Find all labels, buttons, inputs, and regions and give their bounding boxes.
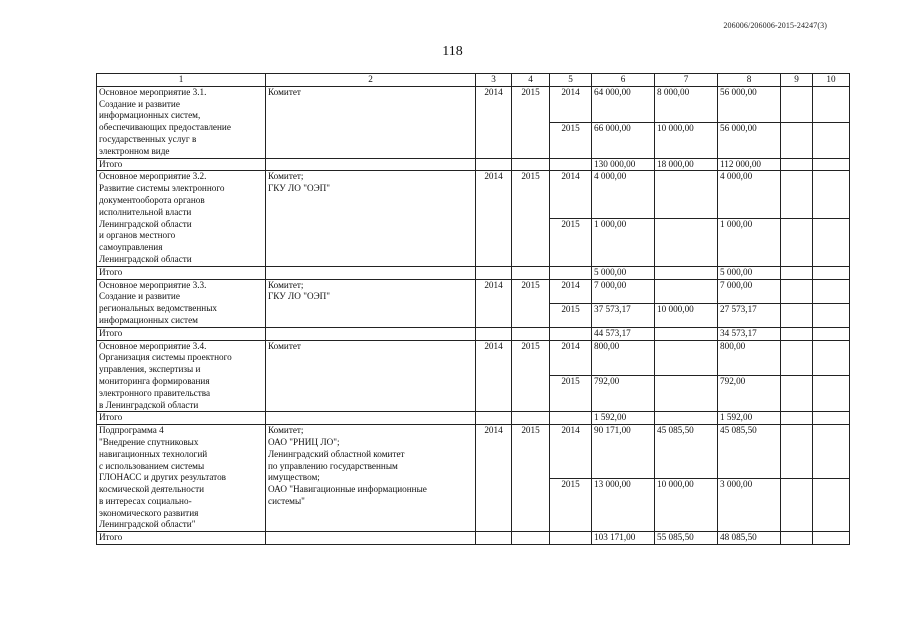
col-header: 3 [476,74,512,87]
total-cell: 66 000,00 [592,122,655,158]
executor-line: Комитет; [268,171,304,182]
col9-cell [781,122,813,158]
total-cell: 13 000,00 [592,478,655,532]
activity-name-cell [97,171,266,266]
col-header: 5 [550,74,592,87]
total-label: Итого [97,158,266,171]
col10-cell [813,171,850,219]
total-row [97,532,850,545]
activity-name-line: Создание и развитие [99,98,180,109]
regional-cell: 1 000,00 [718,219,781,267]
federal-cell: 45 085,50 [655,425,718,479]
executor-line: ОАО "РНИЦ ЛО"; [268,436,340,447]
col9-cell [781,327,813,340]
total-sum-cell: 130 000,00 [592,158,655,171]
total-federal-cell [655,266,718,279]
year-cell: 2015 [550,478,592,532]
end-year-cell: 2015 [512,425,550,532]
executor-line: Ленинградский областной комитет [268,448,405,459]
total-sum-cell: 103 171,00 [592,532,655,545]
activity-name-line: навигационных технологий [99,448,208,459]
col-header: 1 [97,74,266,87]
total-federal-cell: 18 000,00 [655,158,718,171]
start-year-cell: 2014 [476,425,512,532]
budget-table [96,73,850,545]
activity-name-line: Ленинградской области" [99,519,196,530]
executor-line: ГКУ ЛО "ОЭП" [268,291,331,302]
total-row [97,327,850,340]
empty-cell [550,327,592,340]
col9-cell [781,303,813,327]
activity-name-line: обеспечивающих предоставление [99,122,231,133]
col10-cell [813,122,850,158]
start-year-cell: 2014 [476,171,512,266]
activity-name-line: документооборота органов [99,194,205,205]
year-cell: 2014 [550,171,592,219]
table-row [97,279,850,303]
executor-cell [266,86,476,158]
activity-name-cell [97,425,266,532]
executor-cell [266,171,476,266]
col10-cell [813,532,850,545]
total-label: Итого [97,266,266,279]
activity-name-line: Создание и развитие [99,291,180,302]
col-header: 7 [655,74,718,87]
col9-cell [781,279,813,303]
col10-cell [813,266,850,279]
col9-cell [781,340,813,376]
executor-line: ОАО "Навигационные информационные [268,484,427,495]
total-regional-cell: 5 000,00 [718,266,781,279]
empty-cell [266,412,476,425]
col10-cell [813,340,850,376]
federal-cell: 10 000,00 [655,303,718,327]
empty-cell [512,412,550,425]
activity-name-line: исполнительной власти [99,206,192,217]
table-row [97,425,850,479]
regional-cell: 800,00 [718,340,781,376]
activity-name-line: Подпрограмма 4 [99,425,164,436]
empty-cell [550,266,592,279]
activity-name-cell [97,279,266,327]
federal-cell [655,171,718,219]
empty-cell [512,327,550,340]
activity-name-line: ГЛОНАСС и других результатов [99,472,227,483]
executor-line: Комитет; [268,425,304,436]
total-sum-cell: 5 000,00 [592,266,655,279]
table-row [97,340,850,376]
activity-name-line: электронного правительства [99,387,211,398]
total-cell: 1 000,00 [592,219,655,267]
start-year-cell: 2014 [476,86,512,158]
total-cell: 64 000,00 [592,86,655,122]
activity-name-line: Ленинградской области [99,218,192,229]
executor-line: по управлению государственным [268,460,398,471]
activity-name-line: мониторинга формирования [99,375,210,386]
executor-line: Комитет [268,86,301,97]
year-cell: 2015 [550,122,592,158]
col10-cell [813,376,850,412]
executor-cell [266,340,476,412]
executor-cell [266,425,476,532]
year-cell: 2015 [550,376,592,412]
activity-name-line: управления, экспертизы и [99,364,201,375]
total-regional-cell: 1 592,00 [718,412,781,425]
empty-cell [476,158,512,171]
activity-name-line: в Ленинградской области [99,399,199,410]
col10-cell [813,303,850,327]
col9-cell [781,158,813,171]
end-year-cell: 2015 [512,86,550,158]
activity-name-cell [97,86,266,158]
total-regional-cell: 112 000,00 [718,158,781,171]
activity-name-line: государственных услуг в [99,133,197,144]
col-header: 9 [781,74,813,87]
regional-cell: 27 573,17 [718,303,781,327]
federal-cell [655,340,718,376]
col-header: 4 [512,74,550,87]
empty-cell [266,266,476,279]
empty-cell [266,158,476,171]
activity-name-line: электронном виде [99,145,170,156]
total-federal-cell: 55 085,50 [655,532,718,545]
col9-cell [781,219,813,267]
total-cell: 37 573,17 [592,303,655,327]
federal-cell [655,279,718,303]
empty-cell [512,266,550,279]
total-federal-cell [655,327,718,340]
executor-line: ГКУ ЛО "ОЭП" [268,183,331,194]
year-cell: 2015 [550,303,592,327]
col9-cell [781,171,813,219]
activity-name-line: космической деятельности [99,484,205,495]
end-year-cell: 2015 [512,171,550,266]
activity-name-line: Основное мероприятие 3.1. [99,86,207,97]
executor-line: Комитет [268,340,301,351]
end-year-cell: 2015 [512,340,550,412]
activity-name-line: информационных систем, [99,110,201,121]
empty-cell [550,158,592,171]
activity-name-line: Основное мероприятие 3.3. [99,279,207,290]
total-cell: 4 000,00 [592,171,655,219]
total-row [97,158,850,171]
activity-name-line: Основное мероприятие 3.2. [99,171,207,182]
table-row [97,171,850,219]
col9-cell [781,532,813,545]
total-label: Итого [97,532,266,545]
activity-name-line: Развитие системы электронного [99,183,225,194]
activity-name-line: "Внедрение спутниковых [99,436,199,447]
empty-cell [476,266,512,279]
regional-cell: 4 000,00 [718,171,781,219]
table-body [97,74,850,545]
col9-cell [781,425,813,479]
col9-cell [781,86,813,122]
year-cell: 2014 [550,425,592,479]
total-label: Итого [97,327,266,340]
col-header: 10 [813,74,850,87]
empty-cell [512,532,550,545]
activity-name-line: и органов местного [99,230,176,241]
regional-cell: 56 000,00 [718,86,781,122]
total-federal-cell [655,412,718,425]
federal-cell: 8 000,00 [655,86,718,122]
activity-name-line: экономического развития [99,507,199,518]
empty-cell [550,532,592,545]
total-sum-cell: 1 592,00 [592,412,655,425]
year-cell: 2014 [550,279,592,303]
regional-cell: 7 000,00 [718,279,781,303]
col10-cell [813,425,850,479]
regional-cell: 792,00 [718,376,781,412]
document-id: 206006/206006-2015-24247(3) [723,21,827,30]
activity-name-line: региональных ведомственных [99,303,217,314]
total-cell: 800,00 [592,340,655,376]
empty-cell [476,412,512,425]
year-cell: 2014 [550,340,592,376]
activity-name-line: в интересах социально- [99,495,192,506]
col10-cell [813,327,850,340]
col9-cell [781,478,813,532]
col-header: 8 [718,74,781,87]
empty-cell [476,327,512,340]
header-row [97,74,850,87]
total-cell: 90 171,00 [592,425,655,479]
total-regional-cell: 48 085,50 [718,532,781,545]
activity-name-line: самоуправления [99,242,163,253]
start-year-cell: 2014 [476,340,512,412]
regional-cell: 3 000,00 [718,478,781,532]
federal-cell: 10 000,00 [655,122,718,158]
empty-cell [476,532,512,545]
total-row [97,266,850,279]
col-header: 6 [592,74,655,87]
col10-cell [813,219,850,267]
federal-cell [655,376,718,412]
regional-cell: 45 085,50 [718,425,781,479]
activity-name-cell [97,340,266,412]
col10-cell [813,158,850,171]
col10-cell [813,279,850,303]
executor-cell [266,279,476,327]
activity-name-line: с использованием системы [99,460,205,471]
federal-cell [655,219,718,267]
activity-name-line: информационных систем [99,314,198,325]
total-row [97,412,850,425]
col10-cell [813,86,850,122]
col9-cell [781,412,813,425]
col10-cell [813,478,850,532]
total-label: Итого [97,412,266,425]
federal-cell: 10 000,00 [655,478,718,532]
activity-name-line: Ленинградской области [99,253,192,264]
start-year-cell: 2014 [476,279,512,327]
activity-name-line: Организация системы проектного [99,352,232,363]
total-cell: 7 000,00 [592,279,655,303]
col-header: 2 [266,74,476,87]
col10-cell [813,412,850,425]
total-regional-cell: 34 573,17 [718,327,781,340]
total-cell: 792,00 [592,376,655,412]
col9-cell [781,376,813,412]
regional-cell: 56 000,00 [718,122,781,158]
executor-line: системы" [268,495,305,506]
year-cell: 2014 [550,86,592,122]
executor-line: Комитет; [268,279,304,290]
end-year-cell: 2015 [512,279,550,327]
table-row [97,86,850,122]
total-sum-cell: 44 573,17 [592,327,655,340]
empty-cell [512,158,550,171]
activity-name-line: Основное мероприятие 3.4. [99,340,207,351]
empty-cell [550,412,592,425]
year-cell: 2015 [550,219,592,267]
executor-line: имуществом; [268,472,320,483]
empty-cell [266,532,476,545]
col9-cell [781,266,813,279]
empty-cell [266,327,476,340]
page-number: 118 [442,44,463,59]
